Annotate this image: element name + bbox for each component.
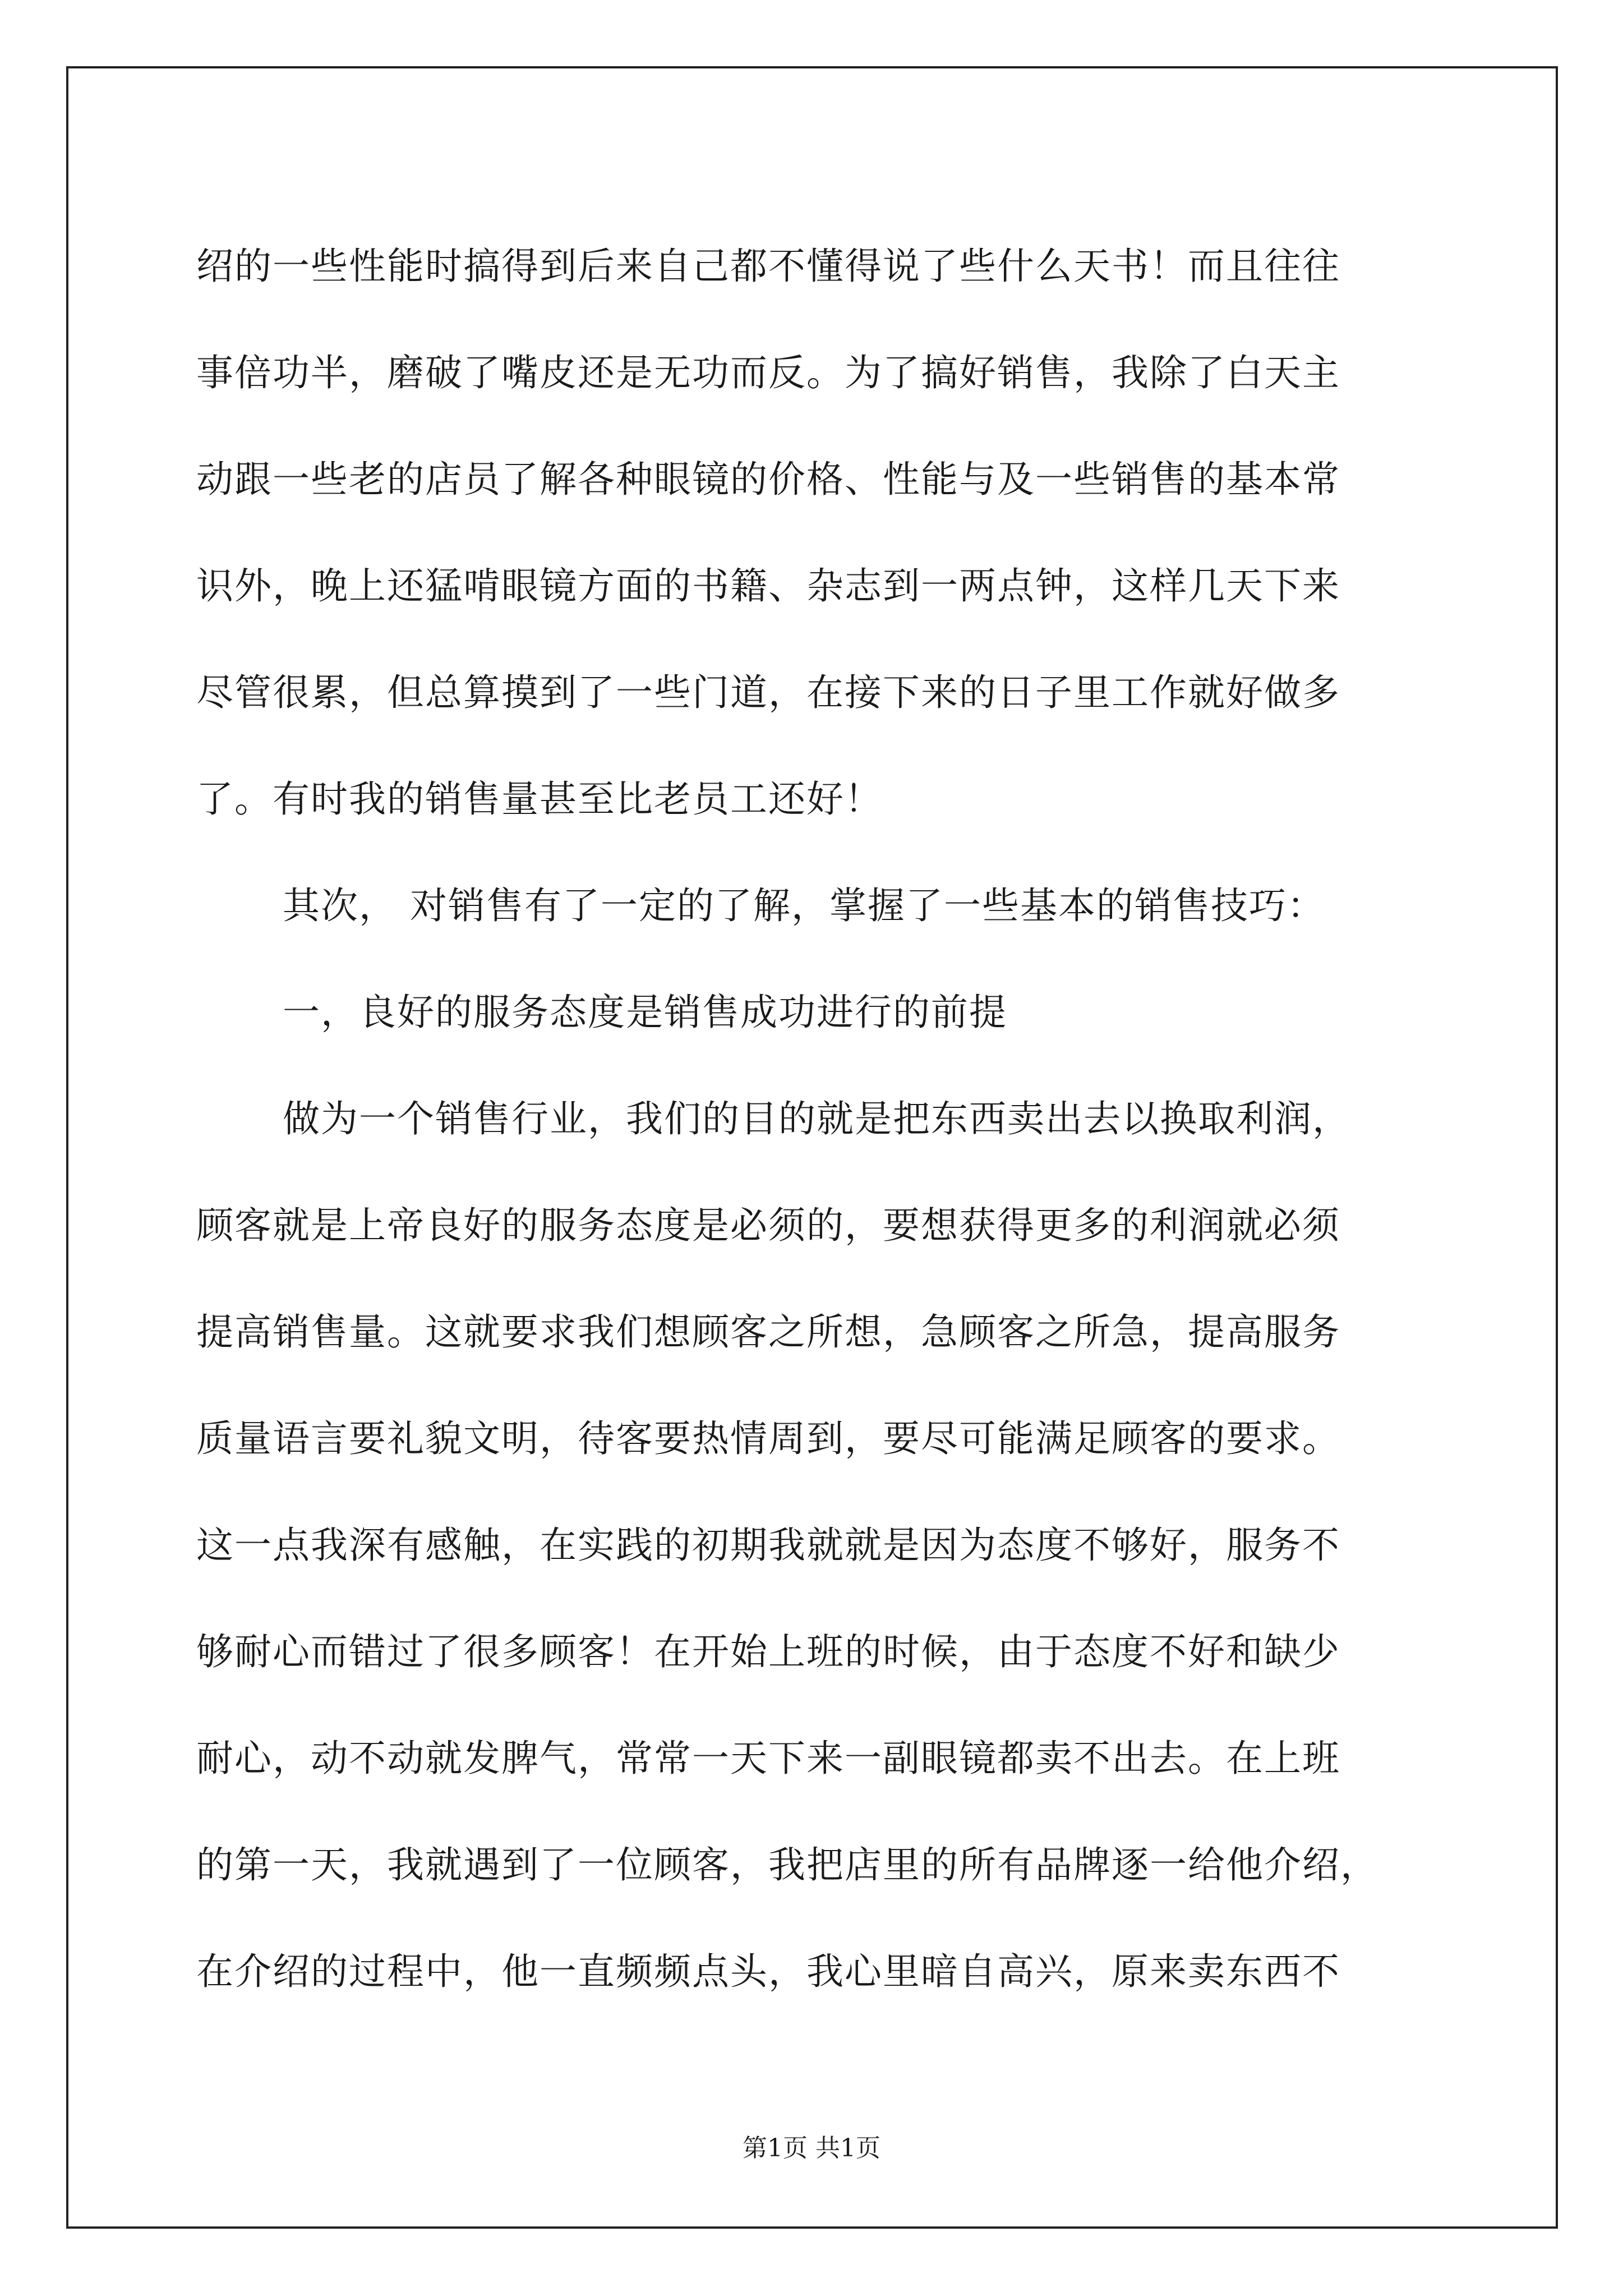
text-line: 识外，晚上还猛啃眼镜方面的书籍、杂志到一两点钟，这样几天下来: [196, 564, 1340, 608]
text-line: 动跟一些老的店员了解各种眼镜的价格、性能与及一些销售的基本常: [196, 458, 1340, 501]
text-line: 事倍功半，磨破了嘴皮还是无功而反。为了搞好销售，我除了白天主: [196, 351, 1340, 394]
section-heading: 一，良好的服务态度是销售成功进行的前提: [283, 991, 1007, 1034]
text-line: 够耐心而错过了很多顾客！在开始上班的时候，由于态度不好和缺少: [196, 1630, 1340, 1673]
paragraph-first-line: 做为一个销售行业，我们的目的就是把东西卖出去以换取利润，: [283, 1097, 1350, 1140]
text-line: 提高销售量。这就要求我们想顾客之所想，急顾客之所急，提高服务: [196, 1310, 1340, 1354]
text-line: 的第一天，我就遇到了一位顾客，我把店里的所有品牌逐一给他介绍，: [196, 1843, 1378, 1887]
text-line: 质量语言要礼貌文明，待客要热情周到，要尽可能满足顾客的要求。: [196, 1417, 1340, 1460]
paragraph-first-line: 其次， 对销售有了一定的了解，掌握了一些基本的销售技巧：: [283, 884, 1325, 927]
text-line: 了。有时我的销售量甚至比老员工还好！: [196, 777, 883, 821]
document-body: [196, 213, 1430, 2025]
text-line: 耐心，动不动就发脾气，常常一天下来一副眼镜都卖不出去。在上班: [196, 1737, 1340, 1780]
text-line: 绍的一些性能时搞得到后来自己都不懂得说了些什么天书！而且往往: [196, 245, 1340, 288]
text-line: 在介绍的过程中，他一直频频点头，我心里暗自高兴，原来卖东西不: [196, 1950, 1340, 1993]
text-line: 这一点我深有感触，在实践的初期我就就是因为态度不够好，服务不: [196, 1524, 1340, 1567]
page-number-footer: 第1页 共1页: [743, 2134, 880, 2162]
text-line: 顾客就是上帝良好的服务态度是必须的，要想获得更多的利润就必须: [196, 1204, 1340, 1247]
text-line: 尽管很累，但总算摸到了一些门道，在接下来的日子里工作就好做多: [196, 671, 1340, 714]
